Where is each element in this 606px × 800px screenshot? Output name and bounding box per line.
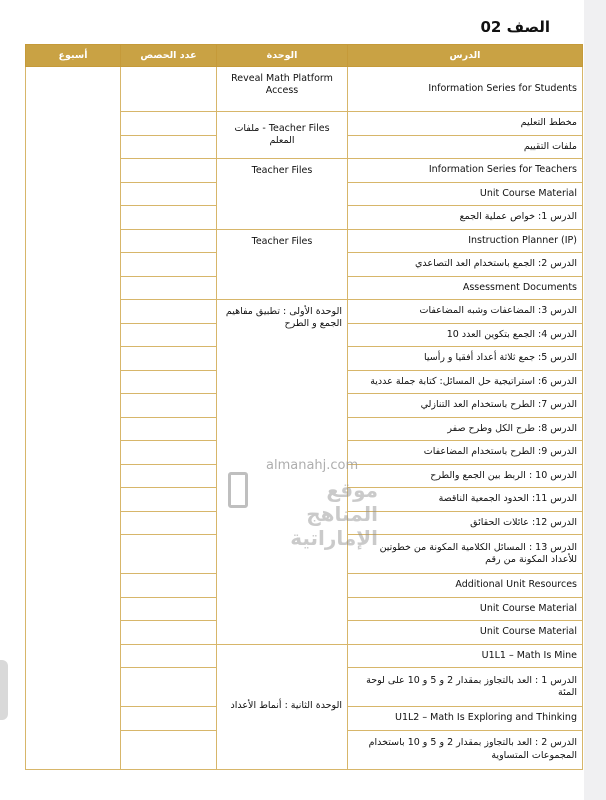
count-cell: [121, 597, 217, 621]
count-cell: [121, 112, 217, 136]
unit-cell: Teacher Files: [217, 159, 348, 230]
count-cell: [121, 707, 217, 731]
count-cell: [121, 253, 217, 277]
count-cell: [121, 668, 217, 707]
lesson-cell: الدرس 4: الجمع بتكوين العدد 10: [348, 323, 583, 347]
count-cell: [121, 370, 217, 394]
count-cell: [121, 574, 217, 598]
page-edge: [584, 0, 606, 800]
grade-title: الصف 02: [480, 18, 550, 36]
count-cell: [121, 323, 217, 347]
lesson-cell: U1L1 – Math Is Mine: [348, 644, 583, 668]
lesson-cell: Unit Course Material: [348, 621, 583, 645]
lesson-cell: الدرس 3: المضاعفات وشبه المضاعفات: [348, 300, 583, 324]
count-cell: [121, 511, 217, 535]
lesson-cell: الدرس 12: عائلات الحقائق: [348, 511, 583, 535]
watermark-url: almanahj.com: [266, 458, 359, 473]
unit-cell: الوحدة الثانية : أنماط الأعداد: [217, 644, 348, 769]
count-cell: [121, 488, 217, 512]
watermark-name: موقع المناهج الإماراتية: [290, 478, 378, 550]
lesson-cell: الدرس 6: استراتيجية حل المسائل: كتابة جملة عددية: [348, 370, 583, 394]
count-cell: [121, 730, 217, 769]
table-header-row: [26, 45, 583, 67]
lesson-cell: Assessment Documents: [348, 276, 583, 300]
lesson-cell: الدرس 1: خواص عملية الجمع: [348, 206, 583, 230]
lesson-cell: Instruction Planner (IP): [348, 229, 583, 253]
lesson-cell: Information Series for Teachers: [348, 159, 583, 183]
lesson-cell: الدرس 5: جمع ثلاثة أعداد أفقيا و رأسيا: [348, 347, 583, 371]
header-count: عدد الحصص: [121, 45, 217, 67]
count-cell: [121, 229, 217, 253]
count-cell: [121, 159, 217, 183]
count-cell: [121, 441, 217, 465]
lesson-cell: Information Series for Students: [348, 67, 583, 112]
lesson-cell: الدرس 7: الطرح باستخدام العد التنازلي: [348, 394, 583, 418]
lesson-cell: الدرس 8: طرح الكل وطرح صفر: [348, 417, 583, 441]
count-cell: [121, 135, 217, 159]
count-cell: [121, 644, 217, 668]
lesson-cell: Unit Course Material: [348, 182, 583, 206]
header-unit: الوحدة: [217, 45, 348, 67]
count-cell: [121, 276, 217, 300]
header-lesson: الدرس: [348, 45, 583, 67]
lesson-cell: Unit Course Material: [348, 597, 583, 621]
unit-cell: الوحدة الأولى : تطبيق مفاهيم الجمع و الطرح: [217, 300, 348, 645]
lesson-cell: الدرس 11: الحدود الجمعية الناقصة: [348, 488, 583, 512]
count-cell: [121, 464, 217, 488]
header-week: أسبوع: [26, 45, 121, 67]
lesson-cell: Additional Unit Resources: [348, 574, 583, 598]
lesson-cell: الدرس 13 : المسائل الكلامية المكونة من خطوتين للأعداد المكونة من رقم: [348, 535, 583, 574]
unit-cell: Teacher Files - ملفات المعلم: [217, 112, 348, 159]
lesson-cell: مخطط التعليم: [348, 112, 583, 136]
lesson-cell: الدرس 9: الطرح باستخدام المضاعفات: [348, 441, 583, 465]
lesson-cell: ملفات التقييم: [348, 135, 583, 159]
count-cell: [121, 182, 217, 206]
lesson-cell: الدرس 2: الجمع باستخدام العد التصاعدي: [348, 253, 583, 277]
page-edge-mark: [0, 660, 8, 720]
lesson-plan-table: [25, 44, 583, 770]
count-cell: [121, 300, 217, 324]
count-cell: [121, 621, 217, 645]
unit-cell: Teacher Files: [217, 229, 348, 300]
count-cell: [121, 535, 217, 574]
count-cell: [121, 67, 217, 112]
week-cell: [26, 67, 121, 770]
count-cell: [121, 206, 217, 230]
count-cell: [121, 394, 217, 418]
lesson-cell: U1L2 – Math Is Exploring and Thinking: [348, 707, 583, 731]
count-cell: [121, 347, 217, 371]
unit-cell: Reveal Math Platform Access: [217, 67, 348, 112]
table-row: [26, 67, 583, 112]
lesson-cell: الدرس 10 : الربط بين الجمع والطرح: [348, 464, 583, 488]
lesson-cell: الدرس 1 : العد بالتجاوز بمقدار 2 و 5 و 10 على لوحة المئة: [348, 668, 583, 707]
lesson-cell: الدرس 2 : العد بالتجاوز بمقدار 2 و 5 و 10 باستخدام المجموعات المتساوية: [348, 730, 583, 769]
count-cell: [121, 417, 217, 441]
